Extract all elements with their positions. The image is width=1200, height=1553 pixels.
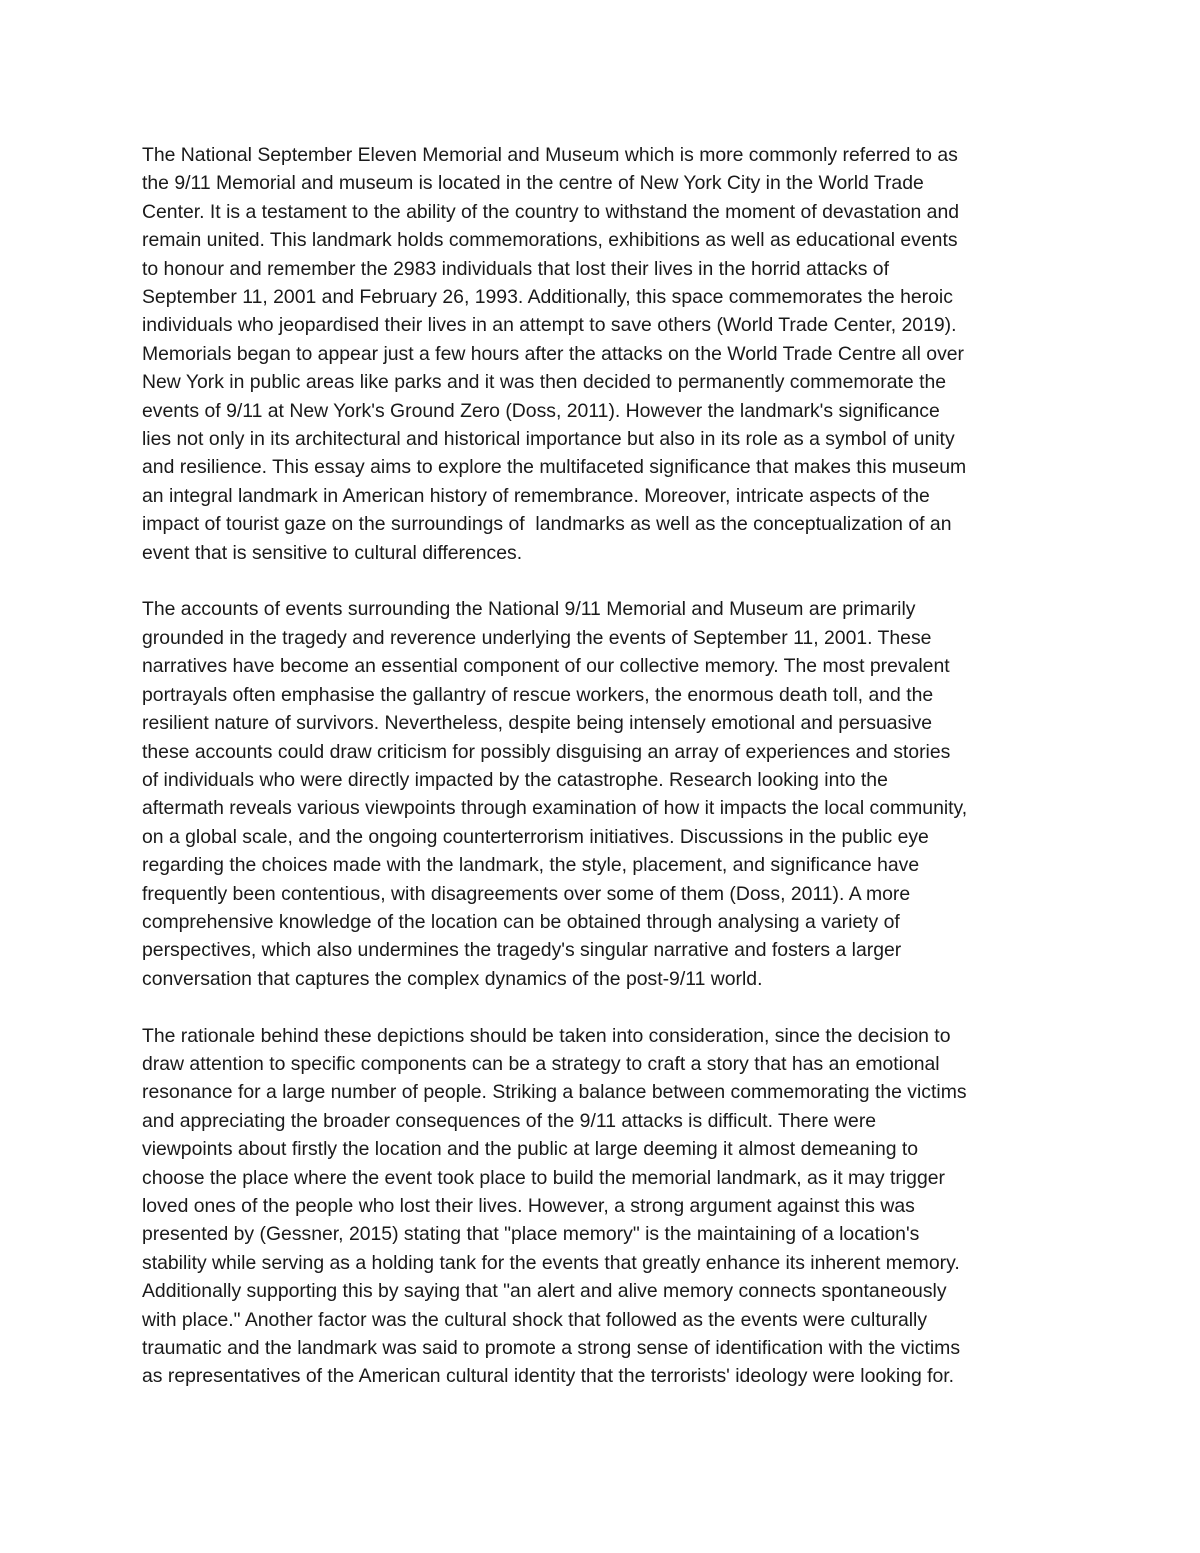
text-line: of individuals who were directly impacted by the catastrophe. Research looking into the xyxy=(142,768,888,791)
text-line: regarding the choices made with the landmark, the style, placement, and significance have xyxy=(142,854,920,877)
text-line: these accounts could draw criticism for possibly disguising an array of experiences and stories xyxy=(142,740,951,763)
text-line: event that is sensitive to cultural differences. xyxy=(142,541,523,564)
text-line: presented by (Gessner, 2015) stating that "place memory" is the maintaining of a location's xyxy=(142,1223,920,1246)
paragraph-1 xyxy=(142,141,1062,567)
text-line: choose the place where the event took place to build the memorial landmark, as it may trigger xyxy=(142,1166,945,1189)
text-line: loved ones of the people who lost their lives. However, a strong argument against this was xyxy=(142,1195,915,1217)
text-line: aftermath reveals various viewpoints through examination of how it impacts the local community, xyxy=(142,797,968,820)
text-line: an integral landmark in American history of remembrance. Moreover, intricate aspects of the xyxy=(142,484,930,507)
text-line: with place." Another factor was the cultural shock that followed as the events were culturally xyxy=(142,1308,928,1331)
text-line: lies not only in its architectural and historical importance but also in its role as a symbol of unity xyxy=(142,428,955,451)
text-line: traumatic and the landmark was said to promote a strong sense of identification with the victims xyxy=(142,1337,961,1360)
text-line: comprehensive knowledge of the location can be obtained through analysing a variety of xyxy=(142,910,900,933)
text-line: individuals who jeopardised their lives in an attempt to save others (World Trade Center, 2019). xyxy=(142,314,957,337)
text-line: events of 9/11 at New York's Ground Zero (Doss, 2011). However the landmark's significance xyxy=(142,399,940,422)
paragraph-3 xyxy=(142,1022,1062,1391)
text-line: The National September Eleven Memorial and Museum which is more commonly referred to as xyxy=(142,144,958,166)
paragraph-2 xyxy=(142,595,1062,993)
text-line: the 9/11 Memorial and museum is located in the centre of New York City in the World Trade xyxy=(142,172,924,195)
text-line: Memorials began to appear just a few hours after the attacks on the World Trade Centre all over xyxy=(142,342,965,365)
text-line: and resilience. This essay aims to explore the multifaceted significance that makes this museum xyxy=(142,456,967,479)
text-line: conversation that captures the complex dynamics of the post-9/11 world. xyxy=(142,967,763,990)
text-line: narratives have become an essential component of our collective memory. The most prevalent xyxy=(142,655,950,678)
text-line: resilient nature of survivors. Nevertheless, despite being intensely emotional and persuasive xyxy=(142,712,933,735)
text-line: viewpoints about firstly the location and the public at large deeming it almost demeaning to xyxy=(142,1138,919,1161)
document-body xyxy=(142,141,1062,1391)
text-line: remain united. This landmark holds commemorations, exhibitions as well as educational events xyxy=(142,229,958,252)
text-line: September 11, 2001 and February 26, 1993. Additionally, this space commemorates the heroic xyxy=(142,286,953,309)
text-line: New York in public areas like parks and it was then decided to permanently commemorate the xyxy=(142,371,947,394)
text-line: perspectives, which also undermines the tragedy's singular narrative and fosters a larger xyxy=(142,939,902,962)
text-line: Additionally supporting this by saying that "an alert and alive memory connects spontaneously xyxy=(142,1280,947,1303)
text-line: frequently been contentious, with disagreements over some of them (Doss, 2011). A more xyxy=(142,882,911,905)
text-line: impact of tourist gaze on the surroundings of landmarks as well as the conceptualization of an xyxy=(142,513,952,536)
text-line: The rationale behind these depictions should be taken into consideration, since the decision to xyxy=(142,1024,951,1047)
text-line: to honour and remember the 2983 individuals that lost their lives in the horrid attacks of xyxy=(142,257,889,280)
text-line: The accounts of events surrounding the National 9/11 Memorial and Museum are primarily xyxy=(142,598,916,621)
text-line: as representatives of the American cultural identity that the terrorists' ideology were looking for. xyxy=(142,1365,955,1388)
text-line: portrayals often emphasise the gallantry of rescue workers, the enormous death toll, and the xyxy=(142,683,934,706)
text-line: stability while serving as a holding tank for the events that greatly enhance its inherent memory. xyxy=(142,1251,960,1274)
text-line: draw attention to specific components can be a strategy to craft a story that has an emotional xyxy=(142,1052,940,1075)
text-line: grounded in the tragedy and reverence underlying the events of September 11, 2001. These xyxy=(142,626,932,649)
text-line: Center. It is a testament to the ability of the country to withstand the moment of devastation and xyxy=(142,200,960,223)
text-line: on a global scale, and the ongoing counterterrorism initiatives. Discussions in the public eye xyxy=(142,825,929,848)
text-line: and appreciating the broader consequences of the 9/11 attacks is difficult. There were xyxy=(142,1109,877,1132)
text-line: resonance for a large number of people. Striking a balance between commemorating the victims xyxy=(142,1081,967,1104)
